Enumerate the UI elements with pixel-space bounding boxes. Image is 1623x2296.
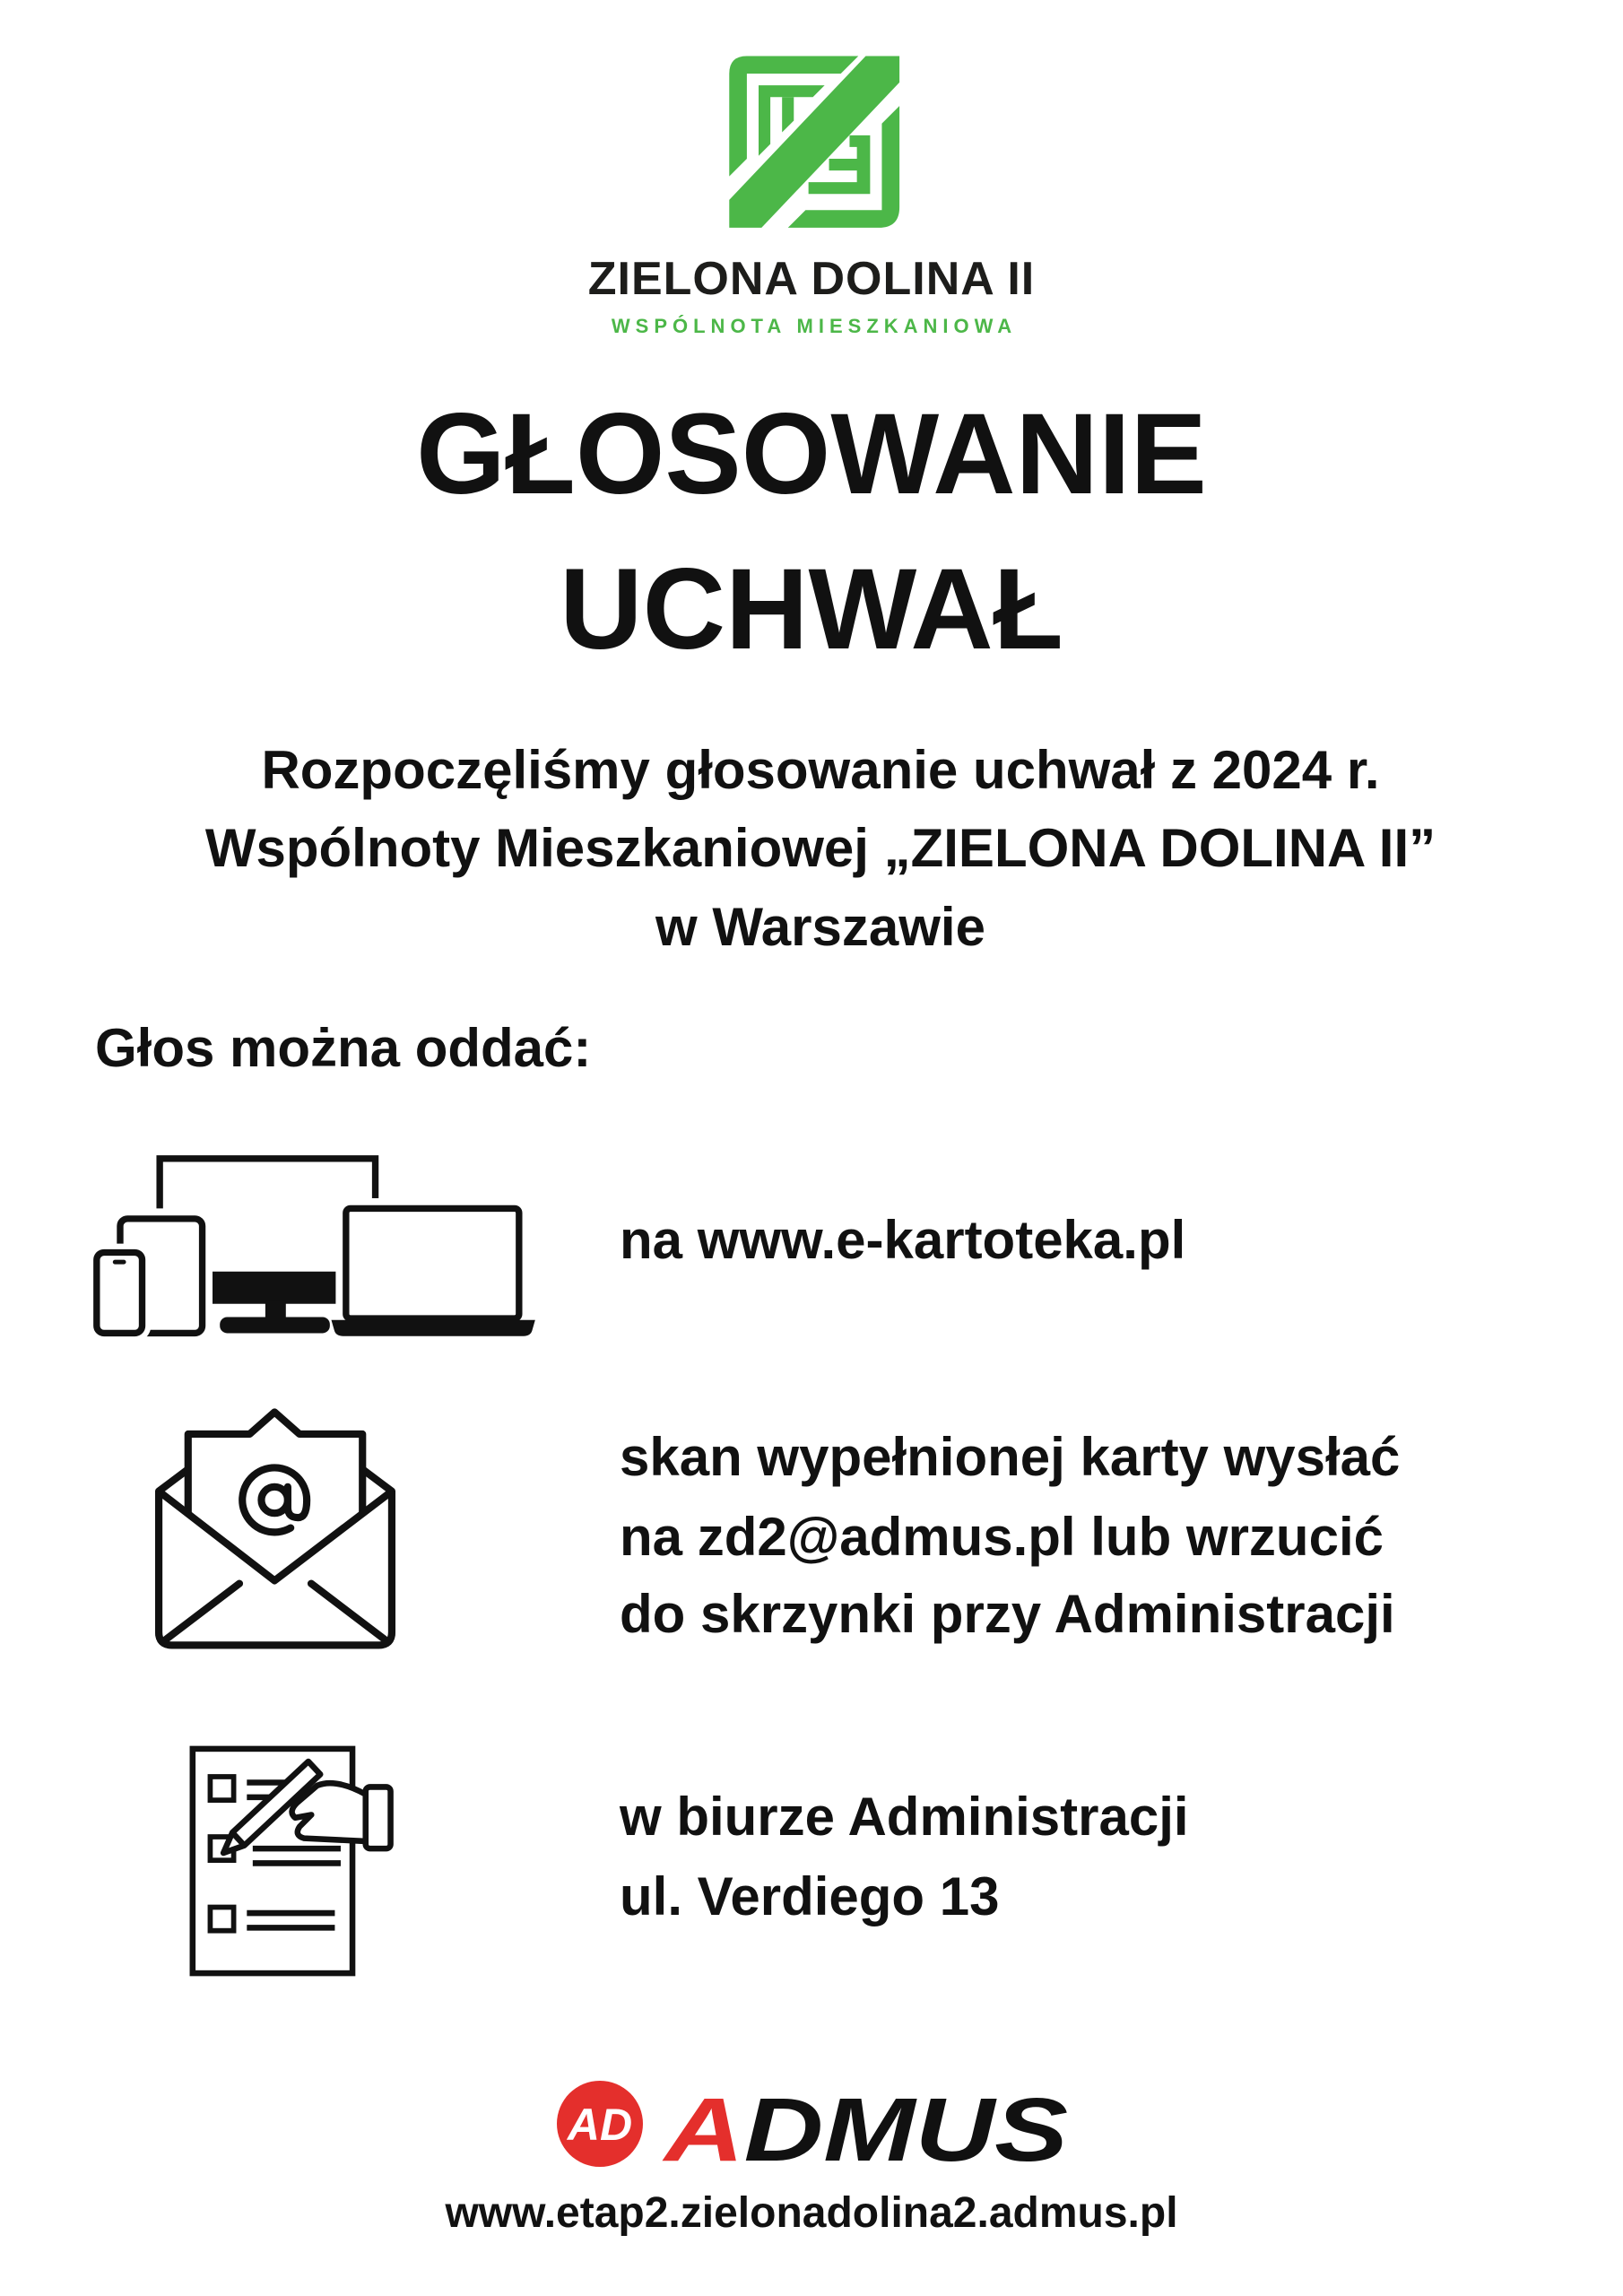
monitor-foot [220, 1317, 330, 1333]
intro-line-2: Wspólnoty Mieszkaniowej „ZIELONA DOLINA II” [204, 818, 1436, 878]
smartphone [97, 1252, 143, 1333]
methods-heading: Głos można oddać: [95, 1018, 592, 1078]
phone-body [97, 1252, 143, 1333]
laptop-screen [346, 1208, 519, 1318]
zielona-dolina-logo-icon [726, 53, 904, 232]
logo-diagonal-band [729, 56, 899, 227]
intro-line-1: Rozpoczęliśmy głosowanie uchwał z 2024 r. [261, 740, 1380, 800]
community-subtitle: WSPÓLNOTA MIESZKANIOWA [611, 315, 1018, 337]
method-mail-line-2: na zd2@admus.pl lub wrzucić [620, 1507, 1384, 1567]
logo-inner-tick [782, 97, 794, 132]
method-mail-line-3: do skrzynki przy Administracji [620, 1584, 1395, 1644]
intro-line-3: w Warszawie [655, 897, 985, 957]
phone-speaker [113, 1260, 126, 1265]
paper-form-icon [184, 1740, 401, 1982]
method-office-line-1: w biurze Administracji [620, 1787, 1189, 1847]
laptop [331, 1208, 534, 1335]
devices-icon [88, 1145, 542, 1344]
admus-wordmark [661, 2080, 1068, 2174]
page-title-line-2: UCHWAŁ [560, 545, 1063, 674]
admus-emblem-letters: AD [567, 2100, 633, 2150]
admus-wordmark-red: A [664, 2080, 730, 2174]
footer-url: www.etap2.zielonadolina2.admus.pl [445, 2189, 1178, 2237]
hand-icon [292, 1783, 391, 1848]
method-office-line-2: ul. Verdiego 13 [620, 1866, 1000, 1926]
method-online-line-1: na www.e-kartoteka.pl [620, 1210, 1186, 1270]
hand-cuff [366, 1787, 391, 1848]
envelope-email-icon [147, 1402, 404, 1658]
laptop-base [331, 1320, 534, 1336]
page-title-line-1: GŁOSOWANIE [416, 390, 1207, 518]
method-mail-line-1: skan wypełnionej karty wysłać [620, 1427, 1401, 1487]
admus-logo-icon [551, 2074, 1081, 2174]
admus-wordmark-black: DMUS [743, 2080, 1009, 2174]
community-name: ZIELONA DOLINA II [587, 253, 1036, 305]
